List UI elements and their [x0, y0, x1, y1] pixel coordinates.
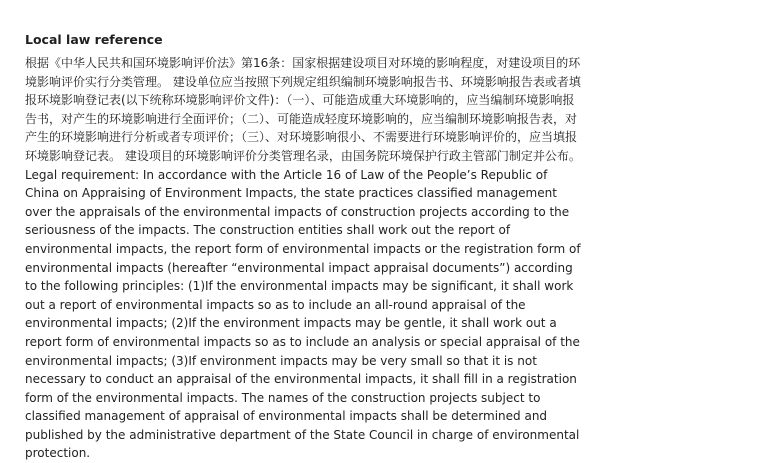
section-title: Local law reference: [25, 32, 163, 47]
law-reference-text: 根据《中华人民共和国环境影响评价法》第16条：国家根据建设项目对环境的影响程度，对建设项目的环境影响评价实行分类管理。 建设单位应当按照下列规定组织编制环境影响报告书、环境影响报告表或者填报环境影响登记表(以下统称环境影响评价文件)：（一）、可能造成重大环境影响的，应当编制环境影响报告书，对产生的环境影响进行全面评价；（二）、可能造成轻度环境影响的，应当编制环境影响报告表，对产生的环境影响进行分析或者专项评价；（三）、对环境影响很小、不需要进行环境影响评价的，应当填报环境影响登记表。 建设项目的环境影响评价分类管理名录，由国务院环境保护行政主管部门制定并公布。Legal requirement: In accordance with the Article 16 of Law of the People’s Republic of China on Appraising of Environment Impacts, the state practices classified management over the appraisals of the environmental impacts of construction projects according to the seriousness of the impacts. The construction entities shall work out the report of environmental impacts, the report form of environmental impacts or the registration form of environmental impacts (hereafter “environmental impact appraisal documents”) according to the following principles: (1)If the environmental impacts may be significant, it shall work out a report of environmental impacts so as to include an all-round appraisal of the environmental impacts; (2)If the environment impacts may be gentle, it shall work out a report form of environmental impacts so as to include an analysis or special appraisal of the environmental impacts; (3)If environment impacts may be very small so that it is not necessary to conduct an appraisal of the environmental impacts, it shall fill in a registration form of the environmental impacts. The names of the construction projects subject to classified management of appraisal of environmental impacts shall be determined and published by the administrative department of the State Council in charge of environmental protection.: [25, 56, 581, 461]
law-reference-section: [25, 31, 581, 463]
